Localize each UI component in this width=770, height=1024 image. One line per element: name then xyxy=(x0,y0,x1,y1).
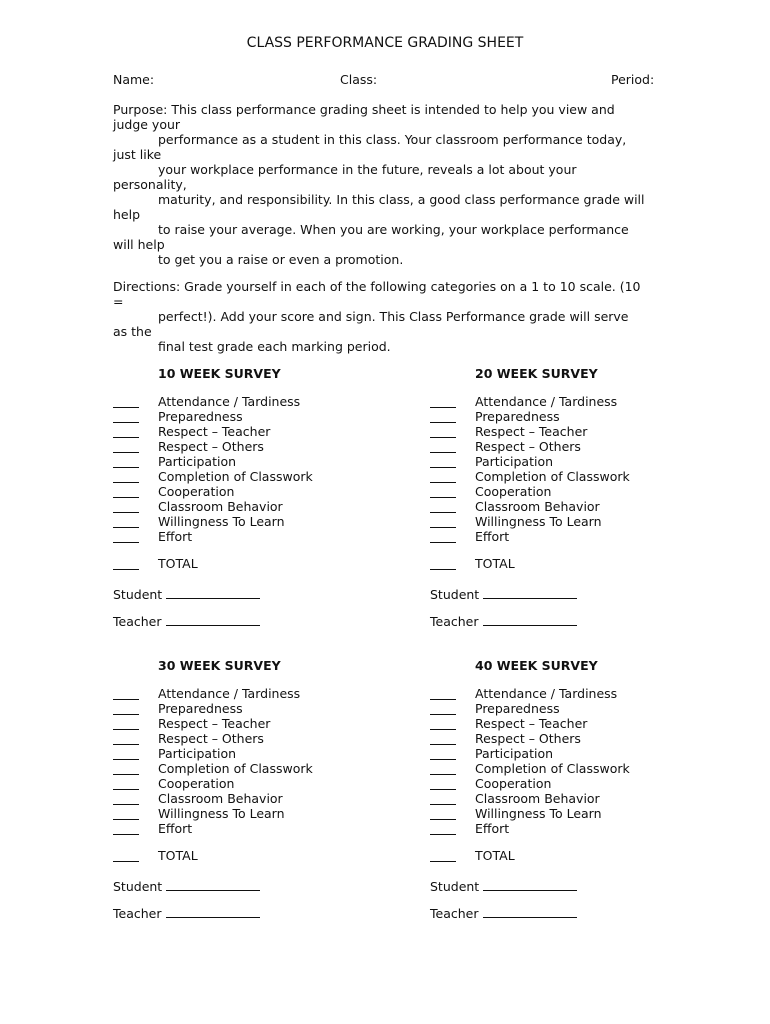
category-label: Respect – Teacher xyxy=(475,716,588,731)
purpose-line: judge your xyxy=(113,117,181,132)
score-blank[interactable] xyxy=(430,777,456,790)
student-signature-line[interactable] xyxy=(483,586,577,599)
score-blank[interactable] xyxy=(430,762,456,775)
score-blank[interactable] xyxy=(113,702,139,715)
survey-title: 40 WEEK SURVEY xyxy=(475,658,598,673)
purpose-line: to get you a raise or even a promotion. xyxy=(158,252,404,267)
score-blank[interactable] xyxy=(113,455,139,468)
score-blank[interactable] xyxy=(113,687,139,700)
score-blank[interactable] xyxy=(430,687,456,700)
teacher-label: Teacher xyxy=(113,906,162,921)
score-blank[interactable] xyxy=(113,530,139,543)
score-blank[interactable] xyxy=(430,530,456,543)
score-blank[interactable] xyxy=(430,440,456,453)
score-blank[interactable] xyxy=(430,500,456,513)
category-label: Preparedness xyxy=(158,409,243,424)
category-label: Respect – Teacher xyxy=(158,716,271,731)
score-blank[interactable] xyxy=(430,515,456,528)
purpose-line: your workplace performance in the future, reveals a lot about your xyxy=(158,162,577,177)
category-label: Willingness To Learn xyxy=(475,514,602,529)
student-label: Student xyxy=(430,879,480,894)
score-blank[interactable] xyxy=(113,717,139,730)
category-label: Completion of Classwork xyxy=(475,469,630,484)
category-label: Willingness To Learn xyxy=(158,514,285,529)
student-signature xyxy=(430,878,577,894)
score-blank[interactable] xyxy=(113,732,139,745)
category-label: Willingness To Learn xyxy=(475,806,602,821)
student-signature-line[interactable] xyxy=(166,878,260,891)
category-label: Preparedness xyxy=(475,701,560,716)
directions-line: final test grade each marking period. xyxy=(158,339,391,354)
score-blank[interactable] xyxy=(113,425,139,438)
score-blank[interactable] xyxy=(430,425,456,438)
category-label: Classroom Behavior xyxy=(158,499,283,514)
category-label: Cooperation xyxy=(475,484,552,499)
teacher-signature-line[interactable] xyxy=(166,905,260,918)
category-label: Classroom Behavior xyxy=(475,791,600,806)
category-label: Completion of Classwork xyxy=(158,469,313,484)
purpose-line: will help xyxy=(113,237,165,252)
score-blank[interactable] xyxy=(113,485,139,498)
student-signature-line[interactable] xyxy=(166,586,260,599)
score-blank[interactable] xyxy=(430,807,456,820)
directions-line: Directions: Grade yourself in each of the following categories on a 1 to 10 scale. (10 xyxy=(113,279,641,294)
category-label: Preparedness xyxy=(475,409,560,424)
score-blank[interactable] xyxy=(430,822,456,835)
category-label: Attendance / Tardiness xyxy=(475,686,618,701)
score-blank[interactable] xyxy=(113,792,139,805)
score-blank[interactable] xyxy=(113,777,139,790)
score-blank[interactable] xyxy=(113,822,139,835)
score-blank[interactable] xyxy=(113,807,139,820)
student-signature xyxy=(430,586,577,602)
score-blank[interactable] xyxy=(430,792,456,805)
category-label: Respect – Others xyxy=(475,439,581,454)
category-label: Preparedness xyxy=(158,701,243,716)
score-blank[interactable] xyxy=(430,410,456,423)
purpose-line: personality, xyxy=(113,177,187,192)
period-label: Period: xyxy=(611,72,655,87)
purpose-line: to raise your average. When you are working, your workplace performance xyxy=(158,222,629,237)
category-label: Respect – Others xyxy=(158,439,264,454)
total-blank[interactable] xyxy=(430,557,456,570)
total-label: TOTAL xyxy=(158,556,198,571)
teacher-signature xyxy=(430,905,577,921)
purpose-line: performance as a student in this class. Your classroom performance today, xyxy=(158,132,627,147)
score-blank[interactable] xyxy=(113,410,139,423)
total-blank[interactable] xyxy=(113,557,139,570)
score-blank[interactable] xyxy=(430,747,456,760)
score-blank[interactable] xyxy=(430,470,456,483)
score-blank[interactable] xyxy=(113,747,139,760)
teacher-signature xyxy=(113,905,260,921)
score-blank[interactable] xyxy=(430,485,456,498)
category-label: Attendance / Tardiness xyxy=(158,686,301,701)
category-label: Willingness To Learn xyxy=(158,806,285,821)
category-label: Cooperation xyxy=(158,776,235,791)
category-label: Respect – Others xyxy=(475,731,581,746)
category-label: Participation xyxy=(475,454,554,469)
total-label: TOTAL xyxy=(475,556,515,571)
category-label: Attendance / Tardiness xyxy=(475,394,618,409)
teacher-signature xyxy=(430,613,577,629)
directions-line: = xyxy=(113,294,124,309)
directions-line: perfect!). Add your score and sign. This Class Performance grade will serve xyxy=(158,309,629,324)
category-label: Participation xyxy=(158,454,237,469)
survey-title: 30 WEEK SURVEY xyxy=(158,658,281,673)
category-label: Completion of Classwork xyxy=(158,761,313,776)
teacher-signature xyxy=(113,613,260,629)
category-label: Attendance / Tardiness xyxy=(158,394,301,409)
teacher-label: Teacher xyxy=(430,614,479,629)
score-blank[interactable] xyxy=(430,717,456,730)
category-label: Effort xyxy=(475,529,510,544)
category-label: Respect – Others xyxy=(158,731,264,746)
score-blank[interactable] xyxy=(430,732,456,745)
purpose-line: just like xyxy=(113,147,162,162)
category-label: Respect – Teacher xyxy=(475,424,588,439)
directions-line: as the xyxy=(113,324,152,339)
student-label: Student xyxy=(113,879,163,894)
student-label: Student xyxy=(430,587,480,602)
name-label: Name: xyxy=(113,72,155,87)
score-blank[interactable] xyxy=(113,515,139,528)
student-signature-line[interactable] xyxy=(483,878,577,891)
category-label: Completion of Classwork xyxy=(475,761,630,776)
score-blank[interactable] xyxy=(113,470,139,483)
teacher-signature-line[interactable] xyxy=(483,613,577,626)
category-label: Participation xyxy=(158,746,237,761)
total-blank[interactable] xyxy=(430,849,456,862)
category-label: Effort xyxy=(158,529,193,544)
category-label: Cooperation xyxy=(158,484,235,499)
survey-title: 10 WEEK SURVEY xyxy=(158,366,281,381)
student-signature xyxy=(113,586,260,602)
teacher-signature-line[interactable] xyxy=(483,905,577,918)
class-label: Class: xyxy=(340,72,378,87)
category-label: Participation xyxy=(475,746,554,761)
score-blank[interactable] xyxy=(430,455,456,468)
survey-title: 20 WEEK SURVEY xyxy=(475,366,598,381)
student-label: Student xyxy=(113,587,163,602)
purpose-line: Purpose: This class performance grading sheet is intended to help you view and xyxy=(113,102,615,117)
purpose-line: help xyxy=(113,207,141,222)
purpose-line: maturity, and responsibility. In this class, a good class performance grade will xyxy=(158,192,645,207)
teacher-signature-line[interactable] xyxy=(166,613,260,626)
teacher-label: Teacher xyxy=(430,906,479,921)
teacher-label: Teacher xyxy=(113,614,162,629)
score-blank[interactable] xyxy=(113,440,139,453)
category-label: Cooperation xyxy=(475,776,552,791)
category-label: Classroom Behavior xyxy=(475,499,600,514)
page-title: CLASS PERFORMANCE GRADING SHEET xyxy=(246,35,524,51)
score-blank[interactable] xyxy=(113,762,139,775)
score-blank[interactable] xyxy=(430,395,456,408)
category-label: Effort xyxy=(158,821,193,836)
category-label: Respect – Teacher xyxy=(158,424,271,439)
total-label: TOTAL xyxy=(475,848,515,863)
score-blank[interactable] xyxy=(430,702,456,715)
category-label: Classroom Behavior xyxy=(158,791,283,806)
total-blank[interactable] xyxy=(113,849,139,862)
score-blank[interactable] xyxy=(113,500,139,513)
category-label: Effort xyxy=(475,821,510,836)
total-label: TOTAL xyxy=(158,848,198,863)
score-blank[interactable] xyxy=(113,395,139,408)
student-signature xyxy=(113,878,260,894)
